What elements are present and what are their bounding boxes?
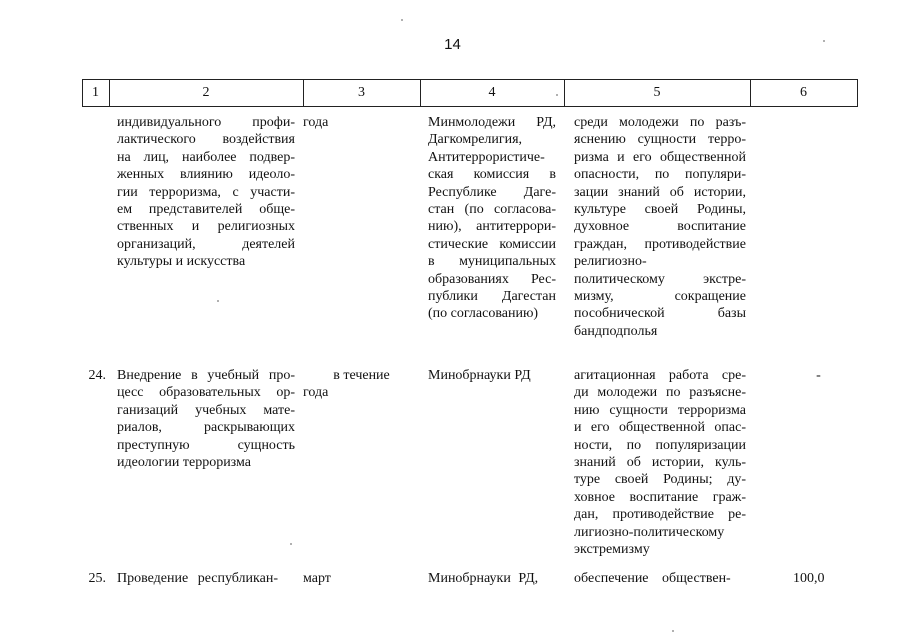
header-cell-5: 5	[653, 85, 661, 100]
text-line: Минобрнауки РД	[428, 368, 531, 383]
text-line: среди молодежи по разъ-	[574, 115, 746, 130]
text-line: образованиях Рес-	[428, 271, 556, 287]
row-25-deadline	[303, 570, 420, 587]
header-cell-3: 3	[358, 85, 365, 100]
text-line: ственных и религиозных	[117, 219, 295, 235]
text-line: ганизаций учебных мате-	[117, 402, 295, 418]
text-line: культуре своей Родины,	[574, 202, 746, 218]
scan-speck	[672, 630, 674, 632]
text-line: публики Дагестан	[428, 289, 556, 305]
row-25-result	[574, 570, 749, 587]
text-line: ности, по популяризации	[574, 437, 746, 453]
row-25-responsible	[428, 570, 563, 587]
row-24-number: 24.	[88, 368, 106, 383]
text-line: март	[303, 571, 331, 586]
row-24-description	[117, 367, 295, 471]
header-cell-4: 4	[488, 85, 496, 100]
text-line: мизму, сокращение	[574, 289, 746, 305]
text-line: нию сущности терроризма	[574, 402, 746, 418]
text-line: опасности, по популяри-	[574, 167, 746, 183]
text-line: Минмолодежи РД,	[428, 115, 556, 130]
text-line: женных влиянию идеоло-	[117, 167, 295, 183]
row-0-description	[117, 114, 295, 271]
text-line: организаций, деятелей	[117, 236, 295, 252]
text-line: лактического воздействия	[117, 132, 295, 148]
text-line: пособнической базы	[574, 306, 746, 322]
text-line: Антитеррористиче-	[428, 149, 545, 165]
scan-speck	[217, 300, 219, 302]
text-line: нию), антитеррори-	[428, 219, 556, 235]
row-0-result	[574, 114, 746, 340]
text-line: ризма и его общественной	[574, 149, 746, 165]
row-24-funding: -	[816, 368, 821, 383]
text-line: Республике Даге-	[428, 184, 556, 200]
row-25-description	[117, 570, 297, 587]
page-number: 14	[444, 36, 461, 53]
text-line: агитационная работа сре-	[574, 368, 746, 383]
text-line: Минобрнауки РД,	[428, 571, 539, 586]
text-line: риалов, раскрывающих	[117, 420, 295, 436]
text-line: бандподполья	[574, 323, 658, 339]
text-line: преступную сущность	[117, 437, 295, 453]
text-line: лигиозно-политическому	[574, 524, 725, 540]
row-25-funding: 100,0	[793, 571, 825, 586]
text-line: индивидуального профи-	[117, 115, 295, 130]
header-cell-1: 1	[92, 85, 99, 100]
header-divider	[857, 79, 858, 107]
text-line: в течение	[333, 368, 390, 383]
text-line: зации знаний об истории,	[574, 184, 746, 200]
scan-speck	[823, 40, 825, 42]
text-line: стан (по согласова-	[428, 202, 556, 218]
text-line: экстремизму	[574, 542, 650, 558]
row-0-deadline	[303, 114, 420, 131]
row-0-responsible	[428, 114, 556, 323]
header-cell-2: 2	[202, 85, 210, 100]
text-line: Внедрение в учебный про-	[117, 368, 295, 383]
text-line: года	[303, 115, 329, 130]
text-line: дан, противодействие ре-	[574, 507, 746, 523]
scan-speck	[556, 94, 558, 96]
text-line: ская комиссия в	[428, 167, 556, 183]
text-line: гии терроризма, с участи-	[117, 184, 295, 200]
text-line: и его общественной опас-	[574, 420, 746, 436]
row-24-responsible	[428, 367, 556, 384]
text-line: культуры и искусства	[117, 254, 246, 270]
text-line: граждан, противодействие	[574, 236, 746, 252]
row-24-result	[574, 367, 746, 558]
text-line: года	[303, 385, 329, 401]
text-line: знаний об истории, куль-	[574, 455, 746, 471]
text-line: духовное воспитание	[574, 219, 746, 235]
row-25-number: 25.	[88, 571, 106, 586]
text-line: яснению сущности терро-	[574, 132, 746, 148]
text-line: стические комиссии	[428, 236, 556, 252]
text-line: ховное воспитание граж-	[574, 489, 746, 505]
text-line: идеологии терроризма	[117, 455, 251, 471]
text-line: ем представителей обще-	[117, 202, 295, 218]
text-line: (по согласованию)	[428, 306, 539, 322]
scan-speck	[290, 543, 292, 545]
row-24-deadline	[303, 367, 420, 402]
text-line: туре своей Родины; ду-	[574, 472, 746, 488]
text-line: цесс образовательных ор-	[117, 385, 295, 401]
text-line: в муниципальных	[428, 254, 556, 270]
text-line: обеспечение обществен-	[574, 571, 731, 586]
text-line: религиозно-	[574, 254, 647, 270]
text-line: на лиц, наиболее подвер-	[117, 149, 295, 165]
header-cell-6: 6	[800, 85, 807, 100]
text-line: политическому экстре-	[574, 271, 746, 287]
text-line: Дагкомрелигия,	[428, 132, 523, 148]
scan-speck	[401, 19, 403, 21]
text-line: Проведение республикан-	[117, 571, 278, 586]
text-line: ди молодежи по разъясне-	[574, 385, 746, 401]
